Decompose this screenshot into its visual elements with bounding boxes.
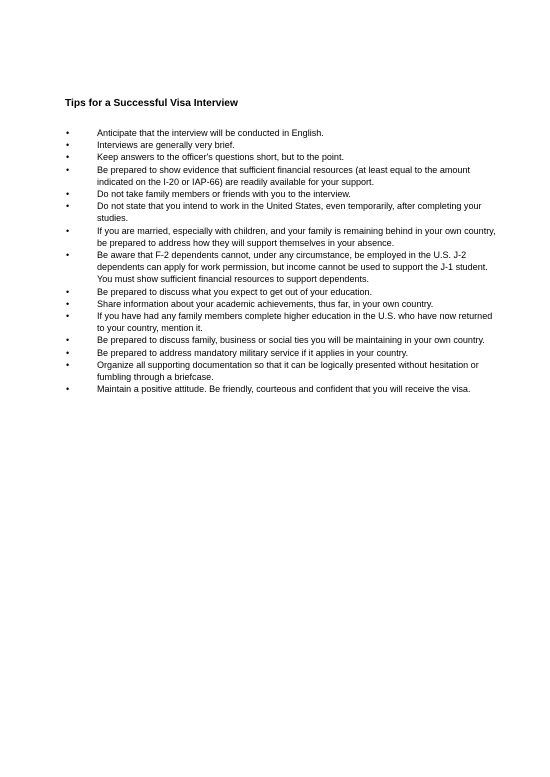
tip-text: Organize all supporting documentation so that it can be logically presented without hesitation or fumbling through a briefcase. [97,359,479,383]
bullet-icon: • [66,384,70,395]
tip-text: If you are married, especially with children, and your family is remaining behind in your own country, be prepared to address how they will support themselves in your absence. [97,225,496,248]
bullet-icon: • [66,359,70,370]
tip-item [66,188,496,200]
tip-item [66,225,496,249]
bullet-icon: • [66,201,70,212]
tip-text: Be prepared to show evidence that sufficient financial resources (at least equal to the amount indicated on the I-20 or IAP-66) are readily available for your support. [97,164,470,187]
bullet-icon: • [66,225,70,236]
tip-text: Maintain a positive attitude. Be friendly, courteous and confident that you will receive the visa. [97,384,471,395]
tips-list [66,127,496,395]
bullet-icon: • [66,286,70,297]
tip-item [66,164,496,188]
bullet-icon: • [66,250,70,261]
bullet-icon: • [66,164,70,175]
tip-item [66,383,496,395]
tip-text: Be prepared to address mandatory military service if it applies in your country. [97,347,409,358]
tip-item [66,200,496,224]
tip-item [66,127,496,139]
tip-item [66,151,496,163]
bullet-icon: • [66,311,70,322]
tip-text: If you have had any family members complete higher education in the U.S. who have now returned to your country, mention it. [97,311,493,334]
tip-item [66,310,496,334]
tip-text: Be aware that F-2 dependents cannot, under any circumstance, be employed in the U.S. J-2 dependents can apply for work permission, but income cannot be used to support the J-1 student. You must show sufficient financial resources to support dependents. [97,250,488,285]
document-title: Tips for a Successful Visa Interview [65,98,238,109]
tip-item [66,249,496,286]
tip-item [66,347,496,359]
tip-item [66,286,496,298]
tip-text: Share information about your academic achievements, thus far, in your own country. [97,298,434,309]
bullet-icon: • [66,128,70,138]
bullet-icon: • [66,347,70,358]
tip-text: Keep answers to the officer's questions short, but to the point. [97,152,344,163]
tip-item [66,359,496,383]
bullet-icon: • [66,298,70,309]
tip-text: Anticipate that the interview will be conducted in English. [97,128,324,138]
tip-text: Interviews are generally very brief. [97,140,235,151]
bullet-icon: • [66,335,70,346]
tip-text: Be prepared to discuss what you expect to get out of your education. [97,286,373,297]
bullet-icon: • [66,152,70,163]
tip-item [66,334,496,346]
tip-item [66,298,496,310]
tip-item [66,139,496,151]
bullet-icon: • [66,140,70,151]
tip-text: Be prepared to discuss family, business or social ties you will be maintaining in your own country. [97,335,485,346]
tip-text: Do not take family members or friends with you to the interview. [97,189,351,200]
tip-text: Do not state that you intend to work in the United States, even temporarily, after completing your studies. [97,201,482,224]
bullet-icon: • [66,189,70,200]
